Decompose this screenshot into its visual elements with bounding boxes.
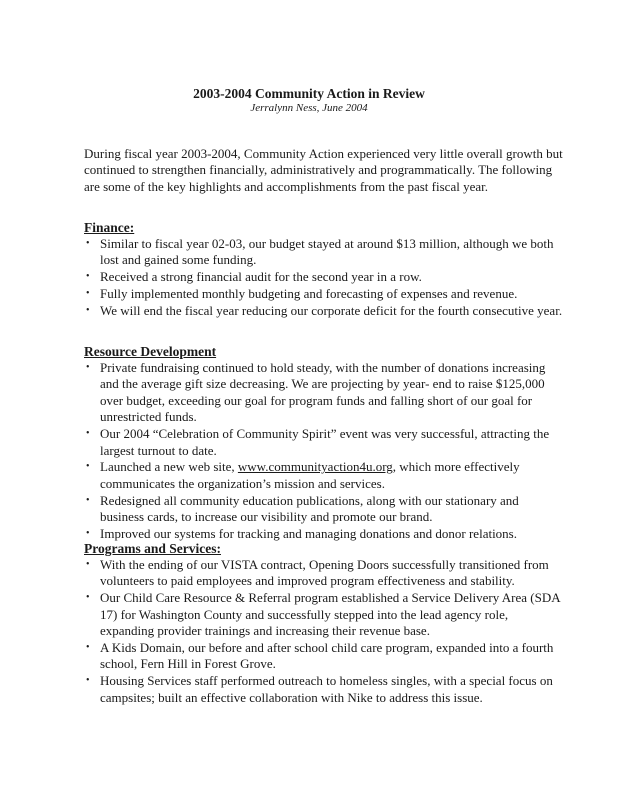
list-item [84,640,564,673]
list-item-text: Fully implemented monthly budgeting and forecasting of expenses and revenue. [100,286,518,302]
list-item [84,360,564,426]
list-item-text: Launched a new web site, [100,459,238,475]
bullet-icon: • [86,461,90,473]
bullet-icon: • [86,559,90,570]
list-item-text: Private fundraising continued to hold steady, with the number of donations increasing and the average gift size decreasing. We are projecting by year- end to raise $125,000 over budget, exceeding our goal for program funds and falling short of our goal for unrestricted funds. [100,360,546,425]
finance-section [84,220,564,320]
list-item [84,526,564,542]
bullet-icon: • [86,428,90,440]
bullet-icon: • [86,642,90,654]
bullet-icon: • [86,305,90,317]
bullet-icon: • [86,675,90,687]
list-item-text: Redesigned all community education publications, along with our stationary and business cards, to increase our visibility and promote our brand. [100,492,519,525]
programs-services-section [84,541,564,707]
finance-list [84,236,564,320]
document-title: 2003-2004 Community Action in Review [193,86,425,101]
list-item-text: Received a strong financial audit for the second year in a row. [100,269,422,285]
bullet-icon: • [86,592,90,604]
list-item-text: A Kids Domain, our before and after school child care program, expanded into a fourth school, Fern Hill in Forest Grove. [100,640,554,672]
resource-development-list [84,360,564,542]
website-link[interactable]: www.communityaction4u.org [237,459,393,475]
list-item [84,673,564,706]
programs-services-heading: Programs and Services: [84,541,221,556]
bullet-icon: • [86,238,90,249]
finance-heading: Finance: [84,220,135,235]
document-byline: Jerralynn Ness, June 2004 [250,102,368,114]
bullet-icon: • [86,528,90,540]
list-item [84,590,564,639]
list-item-text: , which more effectively communicates the organization’s mission and services. [100,459,520,491]
list-item [84,303,564,319]
list-item-text: Similar to fiscal year 02-03, our budget stayed at around $13 million, although we both lost and gained some funding. [100,236,554,268]
bullet-icon: • [86,288,90,300]
list-item-text: We will end the fiscal year reducing our corporate deficit for the fourth consecutive year. [100,303,563,319]
bullet-icon: • [86,362,90,373]
list-item [84,493,564,526]
list-item-text: Housing Services staff performed outreach to homeless singles, with a special focus on campsites; built an effective collaboration with Nike to address this issue. [100,673,553,705]
bullet-icon: • [86,494,90,506]
resource-development-section [84,344,564,543]
resource-development-heading: Resource Development [84,344,217,359]
intro-paragraph: During fiscal year 2003-2004, Community Action experienced very little overall growth but continued to strengthen financially, administratively and programmatically. The following are some of the key highlights and accomplishments from the past fiscal year. [84,146,563,194]
list-item [84,459,564,492]
programs-services-list [84,557,564,706]
list-item-text: Our Child Care Resource & Referral program established a Service Delivery Area (SDA 17) for Washington County and successfully stepped into the lead agency role, expanding provider trainings and increasing their revenue base. [100,590,560,639]
list-item-text: With the ending of our VISTA contract, Opening Doors successfully transitioned from volunteers to paid employees and improved program effectiveness and stability. [100,557,549,589]
list-item-text: Our 2004 “Celebration of Community Spirit” event was very successful, attracting the largest turnout to date. [100,426,550,458]
bullet-icon: • [86,271,90,283]
list-item [84,236,564,269]
list-item-text: Improved our systems for tracking and managing donations and donor relations. [100,526,517,542]
list-item [84,286,564,302]
list-item [84,269,564,285]
list-item [84,557,564,590]
list-item [84,426,564,459]
